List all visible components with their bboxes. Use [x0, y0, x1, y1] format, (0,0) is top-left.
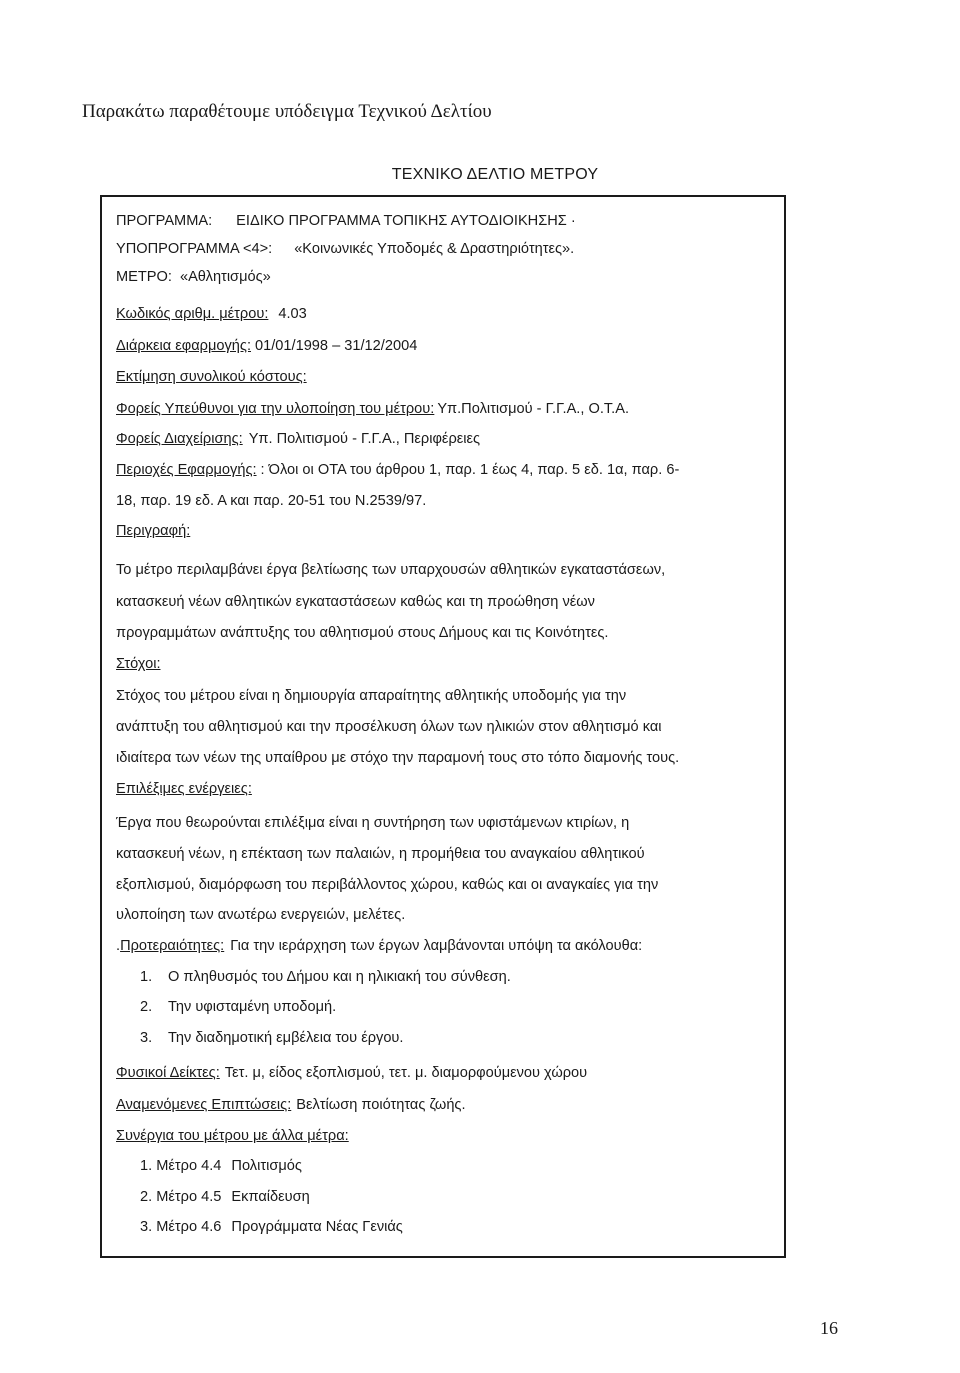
synergy-item: [140, 1157, 302, 1175]
measure-row: [116, 268, 271, 286]
code-row: [116, 305, 307, 323]
impacts-value: Βελτίωση ποιότητας ζωής.: [296, 1097, 466, 1113]
synergy-item-measure: 3. Μέτρο 4.6: [140, 1219, 222, 1235]
impacts-row: [116, 1096, 466, 1114]
areas-value-line1: : Όλοι οι ΟΤΑ του άρθρου 1, παρ. 1 έως 4, παρ. 5 εδ. 1α, παρ. 6-: [260, 462, 680, 478]
objectives-line: ιδιαίτερα των νέων της υπαίθρου με στόχο την παραμονή τους στο τόπο διαμονής τους.: [116, 750, 680, 766]
objectives-line: ανάπτυξη του αθλητισμού και την προσέλκυση όλων των ηλικιών στον αθλητισμό και: [116, 719, 662, 735]
priority-item: [140, 968, 511, 986]
priority-label: Προτεραιότητες:: [120, 938, 225, 954]
duration-row: [116, 337, 417, 355]
priority-item-text: Την υφισταμένη υποδομή.: [168, 999, 337, 1015]
responsible-label: Φορείς Υπεύθυνοι για την υλοποίηση του μέτρου:: [116, 401, 435, 417]
programme-value: ΕΙΔΙΚΟ ΠΡΟΓΡΑΜΜΑ ΤΟΠΙΚΗΣ ΑΥΤΟΔΙΟΙΚΗΣΗΣ ·: [236, 213, 576, 229]
subprogramme-value: «Κοινωνικές Υποδομές & Δραστηριότητες».: [294, 241, 575, 257]
priority-text: Για την ιεράρχηση των έργων λαμβάνονται υπόψη τα ακόλουθα:: [230, 938, 643, 954]
programme-row: [116, 212, 576, 230]
subprogramme-label: ΥΠΟΠΡΟΓΡΑΜΜΑ <4>:: [116, 241, 273, 257]
areas-label: Περιοχές Εφαρμογής:: [116, 462, 257, 478]
page-number: 16: [820, 1318, 838, 1338]
areas-value-line2: 18, παρ. 19 εδ. Α και παρ. 20-51 του Ν.2539/97.: [116, 493, 427, 509]
measure-value: «Αθλητισμός»: [179, 269, 271, 285]
priority-item-number: 2.: [140, 999, 153, 1015]
code-label: Κωδικός αριθμ. μέτρου:: [116, 306, 269, 322]
objectives-line: Στόχος του μέτρου είναι η δημιουργία απαραίτητης αθλητικής υποδομής για την: [116, 688, 627, 704]
intro-text: Παρακάτω παραθέτουμε υπόδειγμα Τεχνικού Δελτίου: [82, 101, 492, 122]
indicators-row: [116, 1064, 587, 1082]
synergy-item: [140, 1188, 310, 1206]
duration-label: Διάρκεια εφαρμογής:: [116, 338, 251, 354]
priority-item-text: Ο πληθυσμός του Δήμου και η ηλικιακή του σύνθεση.: [168, 969, 511, 985]
indicators-label: Φυσικοί Δείκτες:: [116, 1065, 220, 1081]
management-value: Υπ. Πολιτισμού - Γ.Γ.Α., Περιφέρειες: [248, 431, 481, 447]
eligible-line: εξοπλισμού, διαμόρφωση του περιβάλλοντος χώρου, καθώς και οι αναγκαίες για την: [116, 877, 659, 893]
priority-item-text: Την διαδημοτική εμβέλεια του έργου.: [168, 1030, 404, 1046]
management-row: [116, 430, 480, 448]
priority-item: [140, 1029, 403, 1047]
priority-row: [116, 937, 642, 955]
subprogramme-row: [116, 240, 574, 258]
priority-item-number: 1.: [140, 969, 153, 985]
impacts-label: Αναμενόμενες Επιπτώσεις:: [116, 1097, 292, 1113]
synergy-item-text: Προγράμματα Νέας Γενιάς: [231, 1219, 403, 1235]
responsible-row: [116, 400, 629, 418]
eligible-line: Έργα που θεωρούνται επιλέξιμα είναι η συντήρηση των υφιστάμενων κτιρίων, η: [116, 815, 630, 831]
description-label: Περιγραφή:: [116, 523, 191, 539]
synergy-item-measure: 1. Μέτρο 4.4: [140, 1158, 222, 1174]
indicators-value: Τετ. μ, είδος εξοπλισμού, τετ. μ. διαμορφούμενου χώρου: [224, 1065, 588, 1081]
synergy-item: [140, 1218, 403, 1236]
duration-value: 01/01/1998 – 31/12/2004: [255, 338, 418, 354]
synergy-item-measure: 2. Μέτρο 4.5: [140, 1189, 222, 1205]
priority-item: [140, 998, 336, 1016]
measure-label: ΜΕΤΡΟ:: [116, 269, 172, 285]
synergy-item-text: Πολιτισμός: [231, 1158, 302, 1174]
priority-prefix: .: [116, 938, 121, 954]
eligible-line: κατασκευή νέων, η επέκταση των παλαιών, η προμήθεια του αναγκαίου αθλητικού: [116, 846, 645, 862]
cost-row: [116, 368, 307, 386]
areas-row: [116, 461, 679, 479]
description-line: Το μέτρο περιλαμβάνει έργα βελτίωσης των υπαρχουσών αθλητικών εγκαταστάσεων,: [116, 562, 666, 578]
cost-label: Εκτίμηση συνολικού κόστους:: [116, 369, 307, 385]
eligible-label: Επιλέξιμες ενέργειες:: [116, 781, 252, 797]
responsible-value: Υπ.Πολιτισμού - Γ.Γ.Α., Ο.Τ.Α.: [437, 401, 630, 417]
objectives-label: Στόχοι:: [116, 656, 161, 672]
synergy-label: Συνέργια του μέτρου με άλλα μέτρα:: [116, 1128, 349, 1144]
synergy-item-text: Εκπαίδευση: [231, 1189, 310, 1205]
description-line: κατασκευή νέων αθλητικών εγκαταστάσεων καθώς και τη προώθηση νέων: [116, 594, 595, 610]
code-value: 4.03: [278, 306, 307, 322]
description-line: προγραμμάτων ανάπτυξης του αθλητισμού στους Δήμους και τις Κοινότητες.: [116, 625, 609, 641]
priority-item-number: 3.: [140, 1030, 153, 1046]
management-label: Φορείς Διαχείρισης:: [116, 431, 243, 447]
programme-label: ΠΡΟΓΡΑΜΜΑ:: [116, 213, 213, 229]
eligible-line: υλοποίηση των ανωτέρω ενεργειών, μελέτες.: [116, 907, 406, 923]
document-title: ΤΕΧΝΙΚΟ ΔΕΛΤΙΟ ΜΕΤΡΟΥ: [391, 166, 599, 183]
